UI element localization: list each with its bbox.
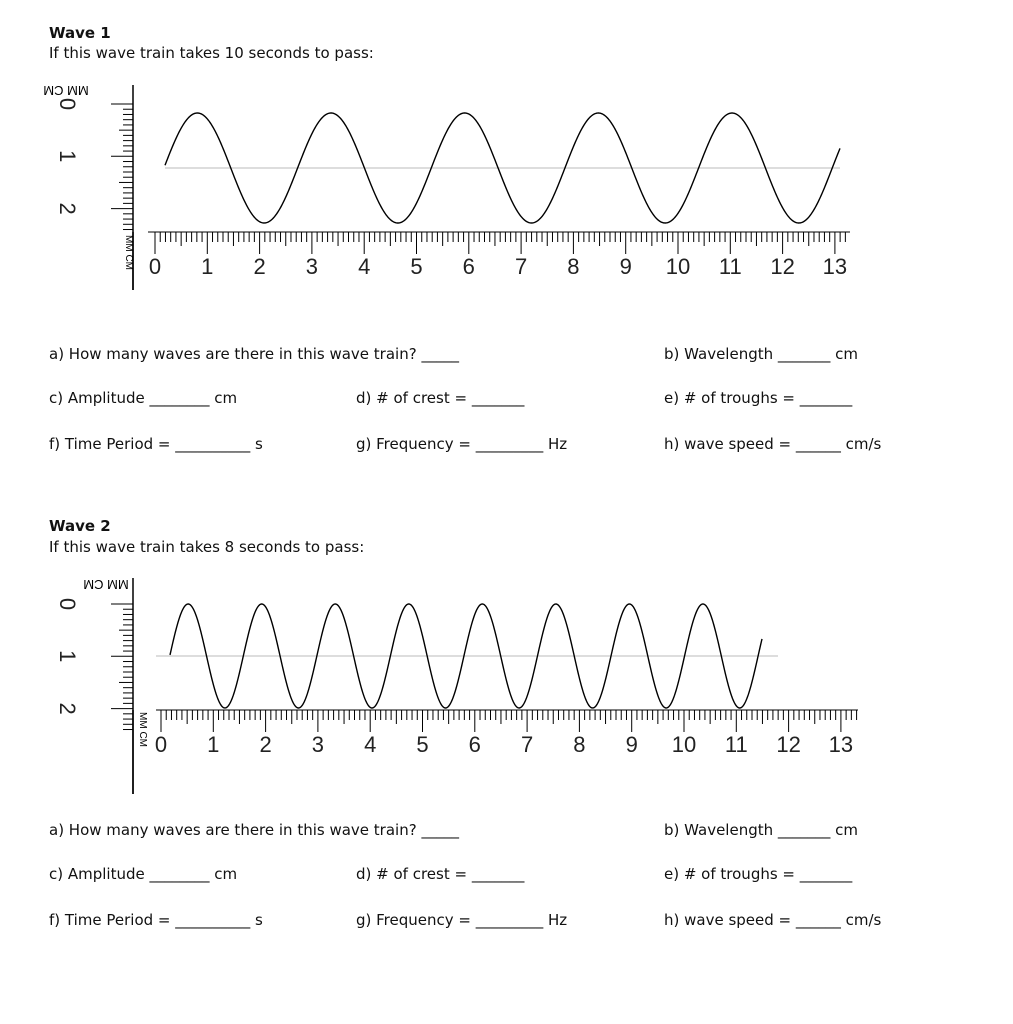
wave1-ruler-number: 4 [358,254,371,279]
wave2-ruler-number: 12 [776,732,801,757]
wave1-title: Wave 1 [49,24,111,42]
wave1-ruler-number: 11 [718,254,742,279]
wave1-vruler-number: 0 [55,97,81,111]
wave1-vruler-number: 2 [55,202,81,215]
wave1-question-h: h) wave speed = ______ cm/s [664,435,882,453]
wave1-question-g: g) Frequency = _________ Hz [356,435,568,453]
wave2-ruler-number: 13 [828,732,854,757]
wave1-horizontal-ruler [123,232,850,290]
wave1-ruler-number: 2 [253,254,266,279]
wave2-ruler-number: 7 [520,732,534,757]
wave2-ruler-number: 0 [154,732,168,757]
wave2-question-a: a) How many waves are there in this wave train? _____ [49,821,459,839]
wave2-ruler-number: 4 [364,732,377,757]
wave1-ruler-number: 5 [410,254,423,279]
wave2-vruler-number: 1 [55,650,81,663]
wave2-subtitle: If this wave train takes 8 seconds to pass: [49,538,365,556]
wave2-question-c: c) Amplitude ________ cm [49,865,238,883]
wave2-title: Wave 2 [49,517,111,535]
wave2-horizontal-ruler-label: MM CM [137,712,148,747]
wave1-question-b: b) Wavelength _______ cm [664,345,859,363]
wave1-question-e: e) # of troughs = _______ [664,389,853,407]
wave2-vruler-number: 2 [55,702,81,715]
wave1-ruler-number: 10 [665,254,691,279]
wave1-question-f: f) Time Period = __________ s [49,435,263,453]
wave2-question-h: h) wave speed = ______ cm/s [664,911,882,929]
wave1-horizontal-ruler-label: MM CM [123,235,134,270]
wave1-ruler-number: 8 [567,254,580,279]
wave2-vertical-ruler-label: MM CM [83,577,129,592]
wave1-ruler-number: 0 [148,254,162,279]
wave2-vertical-ruler [55,577,133,794]
wave2-ruler-number: 11 [724,732,748,757]
wave2-ruler-number: 8 [573,732,586,757]
wave2-ruler-number: 6 [468,732,481,757]
wave2-ruler-number: 2 [259,732,272,757]
wave2-question-b: b) Wavelength _______ cm [664,821,859,839]
wave2-horizontal-ruler [133,710,858,794]
wave2-ruler-number: 9 [625,732,638,757]
wave1-ruler-number: 12 [770,254,795,279]
wave2-question-d: d) # of crest = _______ [356,865,525,883]
wave2-question-f: f) Time Period = __________ s [49,911,263,929]
wave1-ruler-number: 1 [201,254,214,279]
wave1-ruler-number: 7 [514,254,528,279]
wave2-ruler-number: 10 [671,732,697,757]
wave1-figure [0,70,1013,320]
wave1-ruler-number: 3 [305,254,319,279]
wave2-question-e: e) # of troughs = _______ [664,865,853,883]
wave2-vruler-number: 0 [55,597,81,611]
wave1-question-a: a) How many waves are there in this wave train? _____ [49,345,459,363]
wave1-vertical-ruler [43,83,133,290]
wave1-question-d: d) # of crest = _______ [356,389,525,407]
wave1-ruler-number: 6 [462,254,475,279]
wave2-question-g: g) Frequency = _________ Hz [356,911,568,929]
wave2-figure [0,566,1013,816]
wave1-vruler-number: 1 [55,150,81,163]
wave1-ruler-number: 9 [619,254,632,279]
wave1-ruler-number: 13 [822,254,848,279]
wave1-vertical-ruler-label: MM CM [43,83,89,98]
wave2-ruler-number: 3 [311,732,325,757]
wave2-ruler-number: 1 [207,732,220,757]
wave1-question-c: c) Amplitude ________ cm [49,389,238,407]
wave1-subtitle: If this wave train takes 10 seconds to pass: [49,44,374,62]
wave2-ruler-number: 5 [416,732,429,757]
